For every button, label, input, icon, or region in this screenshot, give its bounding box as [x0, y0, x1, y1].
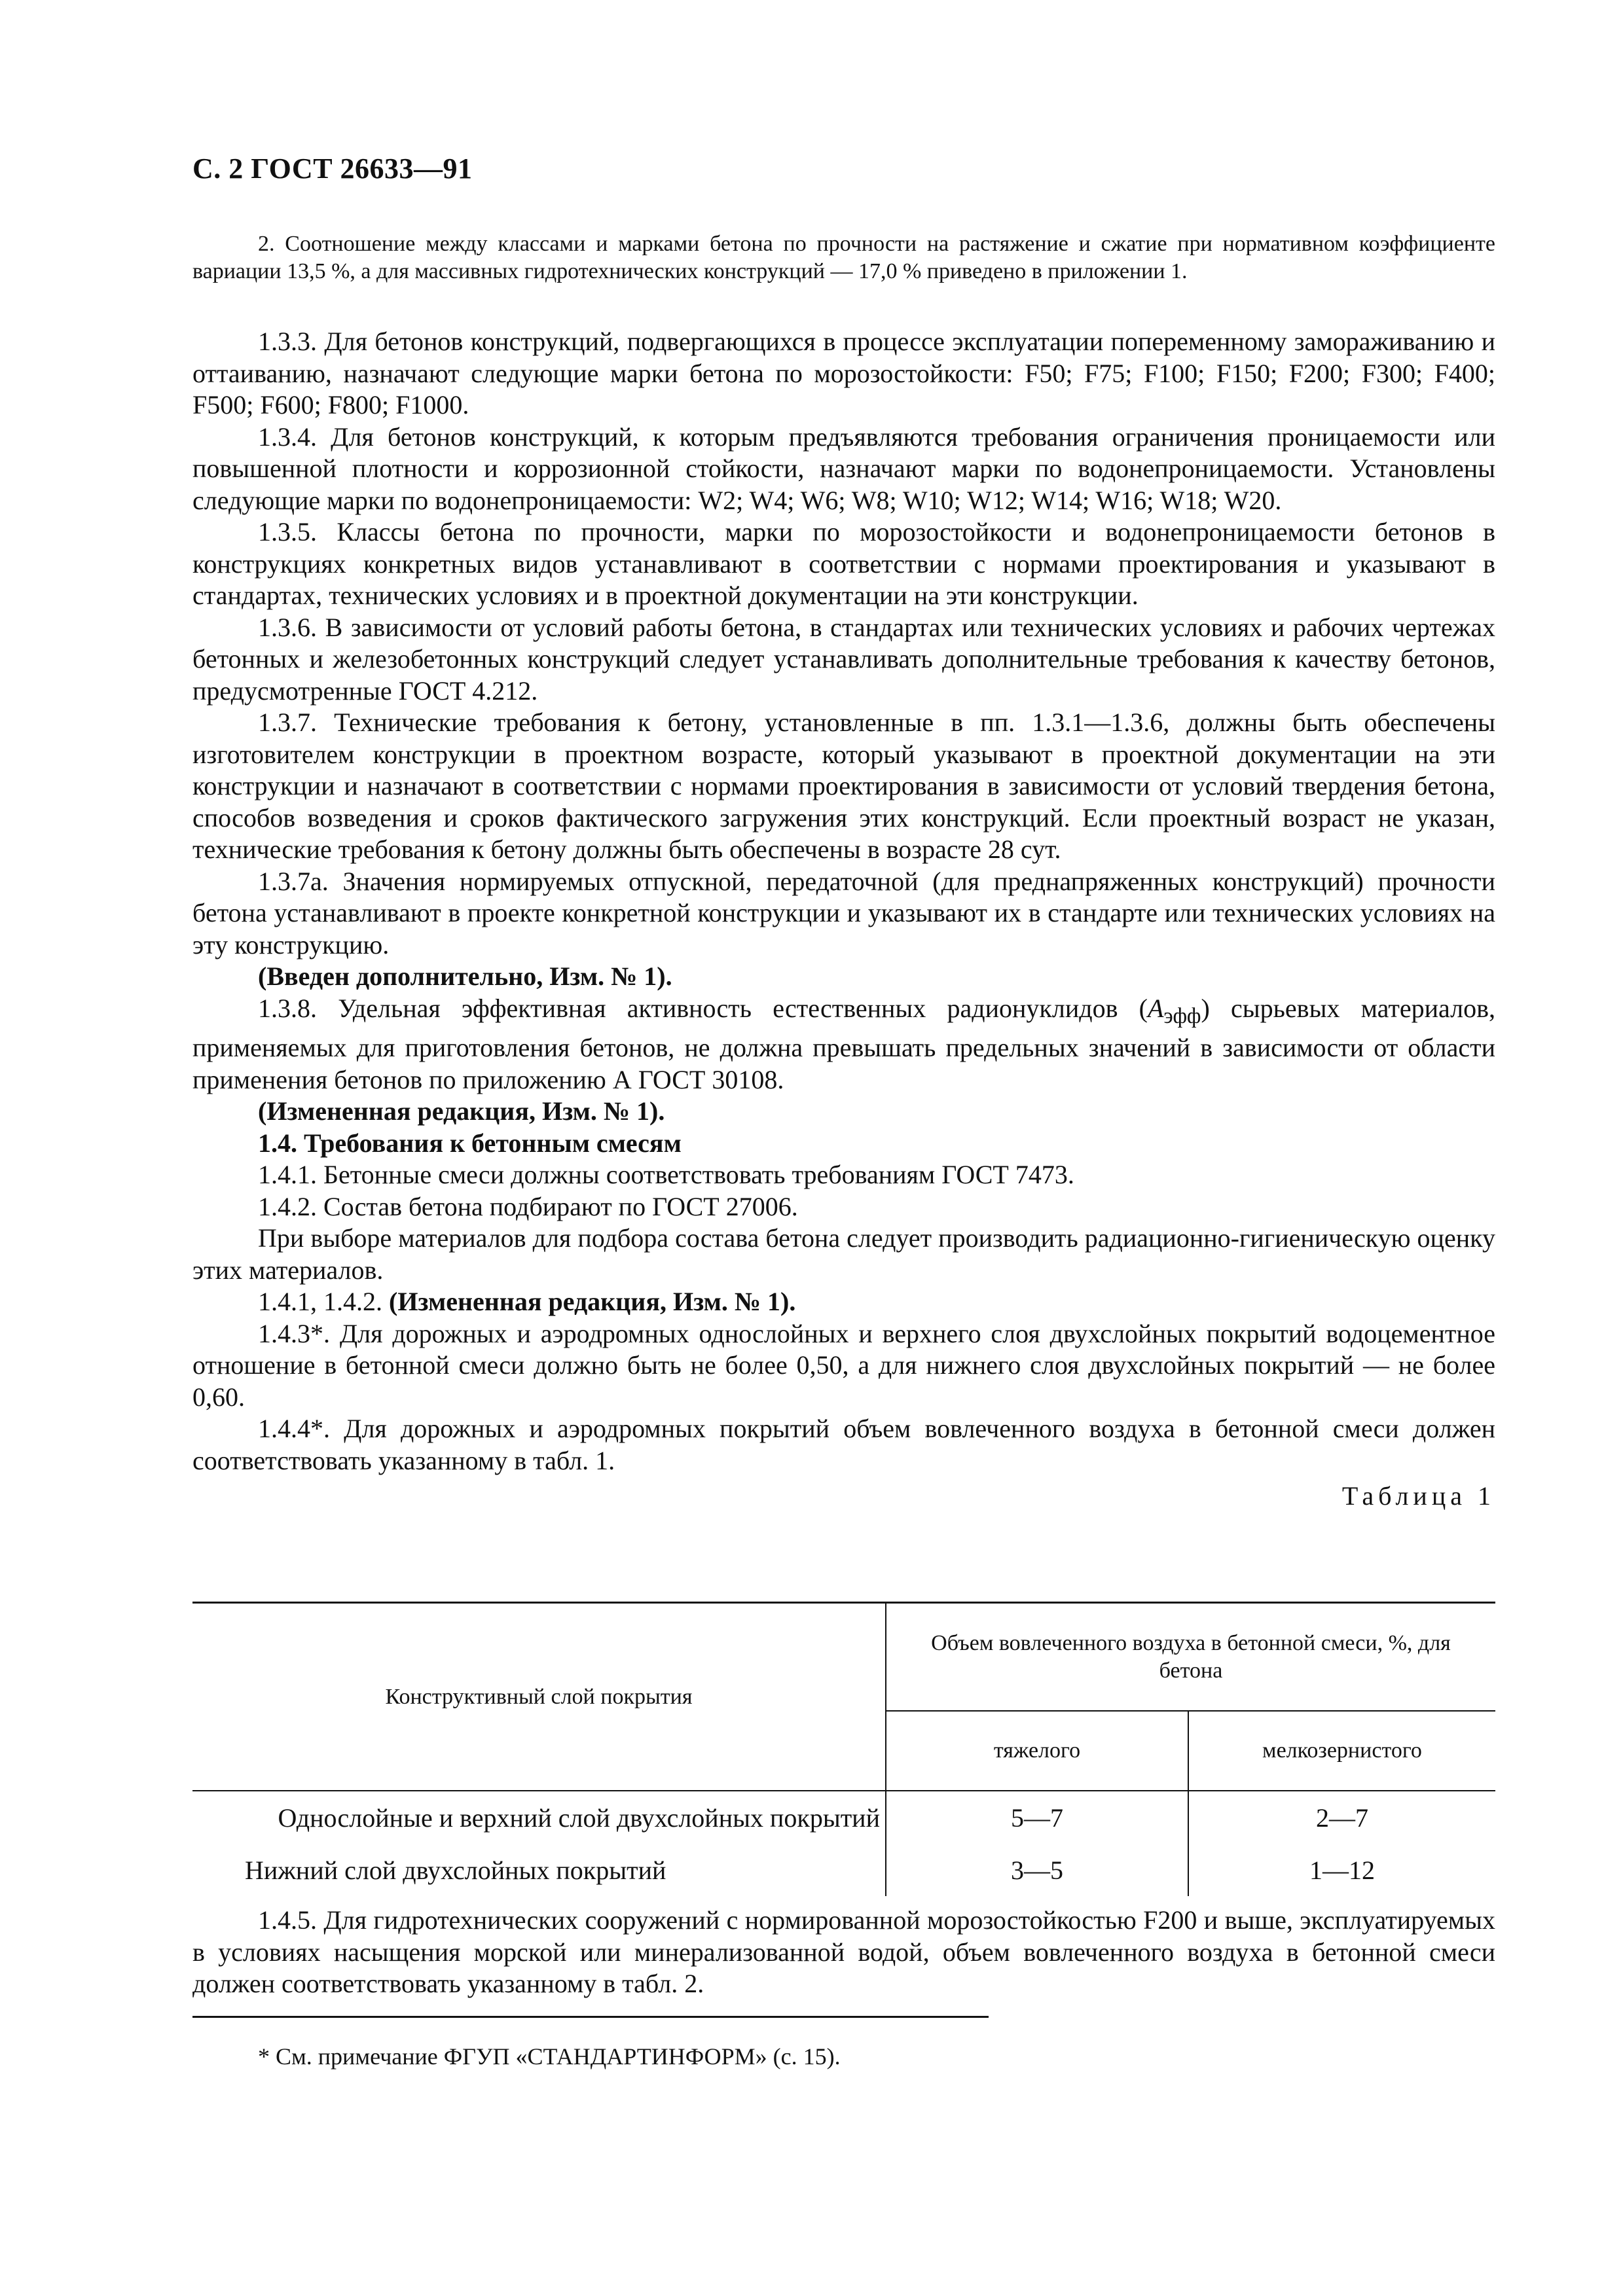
- bottom-text: [192, 1905, 1495, 2000]
- main-text: [192, 326, 1495, 1513]
- para-1-4-4: 1.4.4*. Для дорожных и аэродромных покрытий объем вовлеченного воздуха в бетонной смеси должен соответствовать указанному в табл. 1.: [192, 1414, 1495, 1475]
- section-heading-1-4: 1.4. Требования к бетонным смесям: [258, 1128, 682, 1158]
- amend-bold: (Измененная редакция, Изм. № 1).: [389, 1287, 796, 1316]
- para-1-3-5: 1.3.5. Классы бетона по прочности, марки по морозостойкости и водонепроницаемости бетонов в конструкциях конкретных видов устанавливают в соответствии с нормами проектирования и указывают в стандартах, технических условиях и в проектной документации на эти конструкции.: [192, 517, 1495, 610]
- para-1-3-6: 1.3.6. В зависимости от условий работы бетона, в стандартах или технических условиях и рабочих чертежах бетонных и железобетонных конструкций следует устанавливать дополнительные требования к качеству бетонов, предусмотренные ГОСТ 4.212.: [192, 612, 1495, 706]
- table-header-heavy: тяжелого: [886, 1711, 1188, 1791]
- table-cell-heavy: 3—5: [886, 1844, 1188, 1896]
- para-1-4-2-b: При выборе материалов для подбора состава бетона следует производить радиационно-гигиеническую оценку этих материалов.: [192, 1223, 1495, 1285]
- table-cell-layer: Однослойные и верхний слой двухслойных покрытий: [192, 1791, 886, 1844]
- footnote: * См. примечание ФГУП «СТАНДАРТИНФОРМ» (с. 15).: [258, 2043, 841, 2070]
- table-cell-layer-text: Нижний слой двухслойных покрытий: [245, 1855, 666, 1885]
- para-1-4-1: 1.4.1. Бетонные смеси должны соответствовать требованиям ГОСТ 7473.: [258, 1160, 1074, 1189]
- table-header-fine: мелкозернистого: [1188, 1711, 1495, 1791]
- table-header-layer: Конструктивный слой покрытия: [192, 1603, 886, 1791]
- para-1-4-3: 1.4.3*. Для дорожных и аэродромных однослойных и верхнего слоя двухслойных покрытий водоцементное отношение в бетонной смеси должно быть не более 0,50, а для нижнего слоя двухслойных покрытий — не более 0,60.: [192, 1318, 1495, 1412]
- para-1-3-7: 1.3.7. Технические требования к бетону, установленные в пп. 1.3.1—1.3.6, должны быть обеспечены изготовителем конструкции в проектном возрасте, который указывают в проектной документации на эти конструкции и назначают в соответствии с нормами проектирования в зависимости от условий твердения бетона, способов возведения и сроков фактического загружения этих конструкций. Если проектный возраст не указан, технические требования к бетону должны быть обеспечены в возрасте 28 сут.: [192, 708, 1495, 864]
- table-row: [192, 1791, 1495, 1844]
- table-header-group: [886, 1603, 1495, 1712]
- para-1-4-2: 1.4.2. Состав бетона подбирают по ГОСТ 27006.: [258, 1191, 798, 1221]
- footnote-rule: [192, 2016, 989, 2018]
- air-content-table: [192, 1602, 1495, 1896]
- para-1-3-7a: 1.3.7а. Значения нормируемых отпускной, передаточной (для преднапряженных конструкций) прочности бетона устанавливают в проекте конкретной конструкции и указывают их в стандарте или технических условиях на эту конструкцию.: [192, 866, 1495, 960]
- amendment-note: (Введен дополнительно, Изм. № 1).: [258, 961, 672, 991]
- table-header-group-text: Объем вовлеченного воздуха в бетонной смеси, %, для бетона: [931, 1630, 1451, 1683]
- table-row: [192, 1844, 1495, 1896]
- para-1-4-5: 1.4.5. Для гидротехнических сооружений с нормированной морозостойкостью F200 и выше, эксплуатируемых в условиях насыщения морской или минерализованной водой, объем вовлеченного воздуха в бетонной смеси должен соответствовать указанному в табл. 2.: [192, 1905, 1495, 1998]
- amendment-note: (Измененная редакция, Изм. № 1).: [258, 1096, 665, 1126]
- page-header: С. 2 ГОСТ 26633—91: [192, 152, 473, 185]
- para-1-3-8-part-a: 1.3.8. Удельная эффективная активность естественных радионуклидов (: [258, 993, 1148, 1023]
- para-1-3-4: 1.3.4. Для бетонов конструкций, к которым предъявляются требования ограничения проницаемости или повышенной плотности и коррозионной стойкости, назначают марки по водонепроницаемости. Установлены следующие марки по водонепроницаемости: W2; W4; W6; W8; W10; W12; W14; W16; W18; W20.: [192, 422, 1495, 515]
- para-1-3-3: 1.3.3. Для бетонов конструкций, подвергающихся в процессе эксплуатации попеременному замораживанию и оттаиванию, назначают следующие марки бетона по морозостойкости: F50; F75; F100; F150; F200; F300; F400; F500; F600; F800; F1000.: [192, 327, 1495, 420]
- activity-subscript: эфф: [1163, 1003, 1201, 1028]
- para-1-3-8: [192, 993, 1495, 1096]
- table-cell-layer: [192, 1844, 886, 1896]
- activity-symbol: A: [1147, 993, 1164, 1023]
- table-cell-fine: 2—7: [1316, 1803, 1368, 1833]
- para-1-4-1-2-amend: [192, 1286, 1495, 1318]
- note-block: [192, 230, 1495, 285]
- note-text: 2. Соотношение между классами и марками бетона по прочности на растяжение и сжатие при нормативном коэффициенте вариации 13,5 %, а для массивных гидротехнических конструкций — 17,0 % приведено в приложении 1.: [192, 232, 1495, 283]
- para-1-3-8-part-b: ) сырьевых материалов, применяемых для приготовления бетонов, не должна превышать предельных значений в зависимости от области применения бетонов по приложению А ГОСТ 30108.: [192, 993, 1495, 1094]
- amend-prefix: 1.4.1, 1.4.2.: [258, 1287, 389, 1316]
- table-label: Таблица 1: [1341, 1481, 1495, 1511]
- table-cell-heavy: 5—7: [886, 1791, 1188, 1844]
- table-cell-fine: 1—12: [1309, 1855, 1375, 1885]
